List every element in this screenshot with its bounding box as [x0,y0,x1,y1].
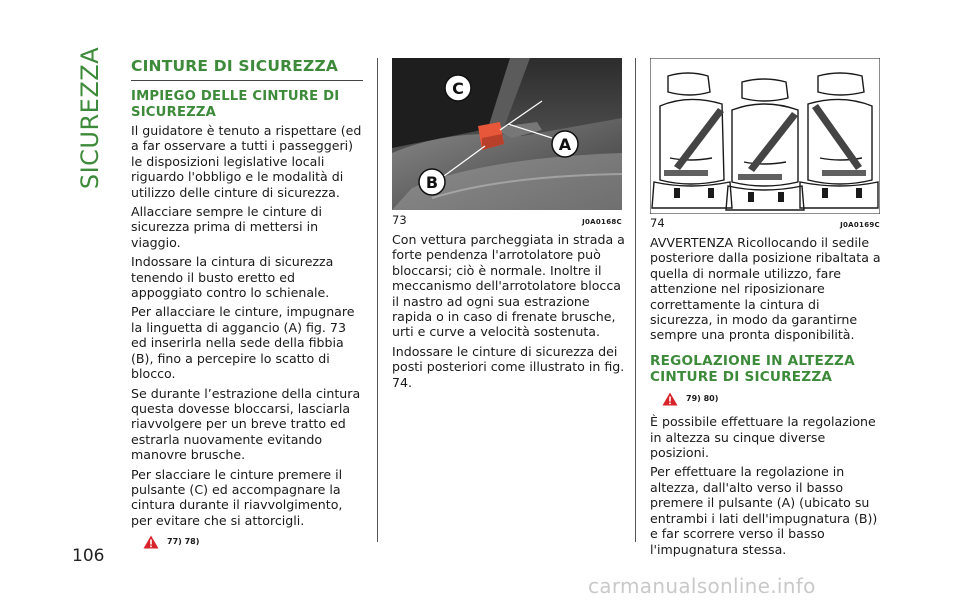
rear-seats-illustration [650,58,880,214]
seatbelt-buckle-illustration [392,58,622,210]
figure-74-caption [650,216,880,230]
section-side-label-text: SICUREZZA [76,46,104,190]
warning-paragraph: AVVERTENZA Ricollocando il sedile posteriore dalla posizione ribaltata a quella di normale utilizzo, fare attenzione nel riposizionare correttamente la cintura di sicurezza, in modo da garantirne sempre una pronta disponibilità. [650,235,881,343]
figure-73-seatbelt-buckle [392,58,622,210]
paragraph: Indossare la cintura di sicurezza tenendo il busto eretto ed appoggiato contro lo schienale. [131,254,334,301]
page-number: 106 [72,546,105,566]
paragraph: Per allacciare le cinture, impugnare la linguetta di aggancio (A) fig. 73 ed inserirla nella sede della fibbia (B), fino a percepire lo scatto di blocco. [131,304,355,382]
column-2 [392,232,628,394]
paragraph: Allacciare sempre le cinture di sicurezza prima di mettersi in viaggio. [131,204,322,250]
warning-refs: 79) 80) [686,393,719,403]
paragraph: Indossare le cinture di sicurezza dei posti posteriori come illustrato in fig. 74. [392,343,625,390]
warning-reference [662,391,882,406]
section-side-label [66,46,114,190]
watermark: carmanualsonline.info [588,574,816,598]
callout-label-c: C [452,79,464,98]
column-3 [650,235,882,561]
figure-74-rear-seats [650,58,880,214]
figure-code: J0A0169C [840,221,880,229]
column-divider [377,58,378,542]
figure-number: 73 [392,213,407,227]
subsection-title: IMPIEGO DELLE CINTURE DI SICUREZZA [131,89,340,120]
paragraph: Per slacciare le cinture premere il pulsante (C) ed accompagnare la cintura durante il riavvolgimento, per evitare che si attorcigli. [131,466,343,528]
column-divider [635,58,636,542]
paragraph: Se durante l’estrazione della cintura questa dovesse bloccarsi, lasciarla riavvolgere per un breve tratto ed estrarla nuovamente evitando manovre brusche. [131,385,361,463]
warning-reference [143,534,363,549]
figure-code: J0A0168C [582,218,622,226]
title-rule [131,80,363,81]
paragraph: Con vettura parcheggiata in strada a forte pendenza l'arrotolatore può bloccarsi; ciò è normale. Inoltre il meccanismo dell'arrotolatore blocca il nastro ad ogni sua estrazione rapida o in caso di frenate brusche, urti e curve a velocità sostenuta. [392,232,625,340]
warning-refs: 77) 78) [167,537,200,547]
callout-label-b: B [425,173,439,192]
warning-triangle-icon [662,392,678,406]
figure-number: 74 [650,216,665,230]
paragraph: Per effettuare la regolazione in altezza, dall'alto verso il basso premere il pulsante (A) (ubicato su entrambi i lati dell'impugnatura (B)) e far scorrere verso il basso l'impugnatura stessa. [650,464,878,557]
paragraph: Il guidatore è tenuto a rispettare (ed a far osservare a tutti i passeggeri) le disposizioni legislative locali riguardo l'obbligo e le modalità di utilizzo delle cinture di sicurezza. [131,123,362,200]
paragraph: È possibile effettuare la regolazione in altezza su cinque diverse posizioni. [650,414,876,461]
section-title: REGOLAZIONE IN ALTEZZA CINTURE DI SICUREZZA [650,352,855,385]
warning-triangle-icon [143,535,159,549]
column-1 [131,58,363,550]
figure-73-caption [392,213,622,227]
section-title: CINTURE DI SICUREZZA [131,57,339,75]
callout-label-a: A [558,135,572,154]
